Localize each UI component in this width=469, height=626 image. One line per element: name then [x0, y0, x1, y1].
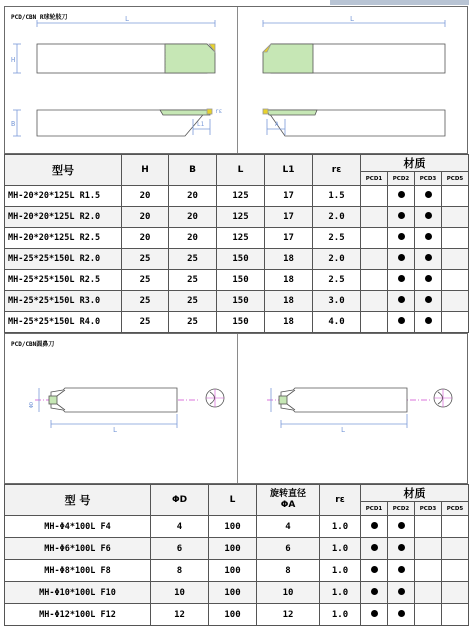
re-cell: 3.0 — [313, 291, 361, 312]
d-cell: 4 — [151, 516, 209, 538]
header-material-2: 材质 — [361, 485, 469, 502]
section-caption: PCD/CBN圆鼻刀 — [11, 341, 55, 348]
material-cell — [442, 228, 469, 249]
header-rot-label: 旋转直径 — [269, 489, 306, 499]
right-top-view — [263, 20, 445, 73]
dim-D-label: ΦD — [29, 401, 35, 408]
material-cell — [361, 228, 388, 249]
availability-dot — [398, 296, 405, 303]
table-row — [5, 604, 469, 626]
l1-cell: 17 — [265, 207, 313, 228]
top-strip — [0, 0, 469, 5]
a-cell: 6 — [257, 538, 320, 560]
material-cell — [442, 560, 469, 582]
material-cell — [388, 291, 415, 312]
material-cell — [442, 249, 469, 270]
dim-L-label-2: L — [350, 15, 355, 23]
drawing-panel-ball-tool — [4, 6, 468, 154]
l-cell: 150 — [217, 312, 265, 333]
material-cell — [388, 270, 415, 291]
material-cell — [415, 516, 442, 538]
material-cell — [361, 249, 388, 270]
material-cell — [361, 582, 388, 604]
dim-H-label: H — [11, 56, 16, 64]
model-cell: MH-20*20*125L R2.0 — [5, 207, 122, 228]
b-cell: 25 — [169, 270, 217, 291]
availability-dot — [425, 317, 432, 324]
header-L-2: L — [209, 485, 257, 516]
availability-dot — [398, 191, 405, 198]
round-nose-tool-drawing — [5, 334, 467, 483]
drawing-panel-round-nose-tool — [4, 333, 468, 484]
b-cell: 20 — [169, 186, 217, 207]
table-row — [5, 186, 469, 207]
header-pcd5: PCD5 — [442, 172, 469, 186]
ball-tool-drawing — [5, 7, 467, 153]
header-pcd3-2: PCD3 — [415, 502, 442, 516]
l1-cell: 17 — [265, 228, 313, 249]
table-row — [5, 207, 469, 228]
material-cell — [415, 270, 442, 291]
material-cell — [388, 516, 415, 538]
dim-L-label-1: L — [125, 15, 130, 23]
l-cell: 125 — [217, 186, 265, 207]
material-cell — [442, 312, 469, 333]
b-cell: 20 — [169, 207, 217, 228]
availability-dot — [398, 522, 405, 529]
right-bottom-view — [263, 109, 445, 136]
model-cell: MH-Φ10*100L F10 — [5, 582, 151, 604]
model-cell: MH-Φ8*100L F8 — [5, 560, 151, 582]
material-cell — [388, 560, 415, 582]
material-cell — [442, 186, 469, 207]
model-cell: MH-25*25*150L R4.0 — [5, 312, 122, 333]
table-row — [5, 560, 469, 582]
availability-dot — [371, 588, 378, 595]
re-cell: 1.0 — [320, 582, 361, 604]
h-cell: 25 — [122, 312, 169, 333]
header-pcd3: PCD3 — [415, 172, 442, 186]
availability-dot — [371, 610, 378, 617]
header-pcd1: PCD1 — [361, 172, 388, 186]
model-cell: MH-25*25*150L R2.5 — [5, 270, 122, 291]
availability-dot — [425, 191, 432, 198]
availability-dot — [398, 275, 405, 282]
material-cell — [388, 604, 415, 626]
material-cell — [415, 228, 442, 249]
re-cell: 1.0 — [320, 538, 361, 560]
material-cell — [361, 312, 388, 333]
table-row — [5, 312, 469, 333]
material-cell — [442, 582, 469, 604]
l-cell: 100 — [209, 582, 257, 604]
availability-dot — [398, 317, 405, 324]
left-side-view — [35, 388, 200, 428]
material-cell — [442, 538, 469, 560]
re-cell: 1.0 — [320, 604, 361, 626]
availability-dot — [371, 544, 378, 551]
l-cell: 125 — [217, 228, 265, 249]
left-top-view — [13, 20, 215, 73]
header-model: 型号 — [5, 155, 122, 186]
material-cell — [361, 604, 388, 626]
d-cell: 8 — [151, 560, 209, 582]
availability-dot — [398, 566, 405, 573]
header-re: rε — [313, 155, 361, 186]
material-cell — [442, 207, 469, 228]
material-cell — [361, 186, 388, 207]
header-pcd1-2: PCD1 — [361, 502, 388, 516]
material-cell — [442, 516, 469, 538]
availability-dot — [425, 212, 432, 219]
a-cell: 12 — [257, 604, 320, 626]
table-row — [5, 538, 469, 560]
material-cell — [415, 312, 442, 333]
h-cell: 25 — [122, 270, 169, 291]
header-B: B — [169, 155, 217, 186]
l-cell: 150 — [217, 270, 265, 291]
a-cell: 10 — [257, 582, 320, 604]
availability-dot — [371, 522, 378, 529]
material-cell — [388, 582, 415, 604]
right-side-view — [267, 388, 431, 428]
dim-L1-label: L1 — [197, 121, 205, 128]
material-cell — [388, 249, 415, 270]
l1-cell: 18 — [265, 312, 313, 333]
material-cell — [415, 186, 442, 207]
re-cell: 1.0 — [320, 516, 361, 538]
table-row — [5, 249, 469, 270]
availability-dot — [398, 233, 405, 240]
d-cell: 10 — [151, 582, 209, 604]
model-cell: MH-Φ6*100L F6 — [5, 538, 151, 560]
b-cell: 25 — [169, 249, 217, 270]
material-cell — [415, 291, 442, 312]
header-L1: L1 — [265, 155, 313, 186]
dim-L-label-3: L — [113, 426, 118, 434]
availability-dot — [425, 275, 432, 282]
model-cell: MH-25*25*150L R3.0 — [5, 291, 122, 312]
l1-cell: 18 — [265, 249, 313, 270]
material-cell — [415, 560, 442, 582]
header-pcd5-2: PCD5 — [442, 502, 469, 516]
material-cell — [361, 538, 388, 560]
l-cell: 100 — [209, 516, 257, 538]
model-cell: MH-25*25*150L R2.0 — [5, 249, 122, 270]
re-cell: 2.5 — [313, 270, 361, 291]
re-cell: 2.0 — [313, 249, 361, 270]
round-nose-tool-spec-table — [4, 484, 469, 626]
h-cell: 20 — [122, 207, 169, 228]
re-cell: 2.5 — [313, 228, 361, 249]
l-cell: 100 — [209, 604, 257, 626]
l-cell: 150 — [217, 249, 265, 270]
material-cell — [442, 291, 469, 312]
availability-dot — [425, 254, 432, 261]
material-cell — [415, 249, 442, 270]
material-cell — [415, 582, 442, 604]
availability-dot — [425, 233, 432, 240]
material-cell — [415, 538, 442, 560]
material-cell — [388, 538, 415, 560]
b-cell: 20 — [169, 228, 217, 249]
availability-dot — [371, 566, 378, 573]
l-cell: 100 — [209, 538, 257, 560]
material-cell — [388, 312, 415, 333]
material-cell — [442, 270, 469, 291]
d-cell: 12 — [151, 604, 209, 626]
material-cell — [361, 270, 388, 291]
header-model-2: 型 号 — [5, 485, 151, 516]
l-cell: 100 — [209, 560, 257, 582]
table-row — [5, 228, 469, 249]
top-accent-bar — [330, 0, 469, 5]
material-cell — [388, 186, 415, 207]
material-cell — [361, 207, 388, 228]
header-rot-A: ΦA — [280, 500, 296, 510]
h-cell: 25 — [122, 291, 169, 312]
model-cell: MH-20*20*125L R2.5 — [5, 228, 122, 249]
table-row — [5, 582, 469, 604]
availability-dot — [398, 544, 405, 551]
re-cell: 2.0 — [313, 207, 361, 228]
material-cell — [388, 228, 415, 249]
table-row — [5, 291, 469, 312]
material-cell — [361, 560, 388, 582]
dim-A-label: A — [275, 121, 279, 128]
re-cell: 4.0 — [313, 312, 361, 333]
l1-cell: 18 — [265, 291, 313, 312]
availability-dot — [398, 254, 405, 261]
a-cell: 8 — [257, 560, 320, 582]
header-pcd2-2: PCD2 — [388, 502, 415, 516]
header-pcd2: PCD2 — [388, 172, 415, 186]
header-rot-dia — [257, 485, 320, 516]
model-cell: MH-Φ4*100L F4 — [5, 516, 151, 538]
material-cell — [415, 207, 442, 228]
model-cell: MH-Φ12*100L F12 — [5, 604, 151, 626]
header-H: H — [122, 155, 169, 186]
h-cell: 20 — [122, 228, 169, 249]
d-cell: 6 — [151, 538, 209, 560]
material-cell — [361, 516, 388, 538]
h-cell: 20 — [122, 186, 169, 207]
availability-dot — [398, 212, 405, 219]
header-material: 材质 — [361, 155, 469, 172]
dim-L-label-4: L — [341, 426, 346, 434]
a-cell: 4 — [257, 516, 320, 538]
table-row — [5, 270, 469, 291]
material-cell — [388, 207, 415, 228]
model-cell: MH-20*20*125L R1.5 — [5, 186, 122, 207]
material-cell — [361, 291, 388, 312]
table-row — [5, 516, 469, 538]
h-cell: 25 — [122, 249, 169, 270]
l1-cell: 18 — [265, 270, 313, 291]
re-cell: 1.0 — [320, 560, 361, 582]
section-caption: PCD/CBN R球轮肢刀 — [11, 14, 68, 21]
l1-cell: 17 — [265, 186, 313, 207]
l-cell: 150 — [217, 291, 265, 312]
header-L: L — [217, 155, 265, 186]
l-cell: 125 — [217, 207, 265, 228]
dim-B-label: B — [11, 120, 16, 128]
ball-tool-spec-table — [4, 154, 469, 333]
b-cell: 25 — [169, 312, 217, 333]
availability-dot — [425, 296, 432, 303]
material-cell — [442, 604, 469, 626]
availability-dot — [398, 610, 405, 617]
left-bottom-view — [13, 109, 212, 136]
header-D: ΦD — [151, 485, 209, 516]
header-re-2: rε — [320, 485, 361, 516]
re-cell: 1.5 — [313, 186, 361, 207]
material-cell — [415, 604, 442, 626]
b-cell: 25 — [169, 291, 217, 312]
dim-re-label: rε — [215, 108, 223, 115]
availability-dot — [398, 588, 405, 595]
